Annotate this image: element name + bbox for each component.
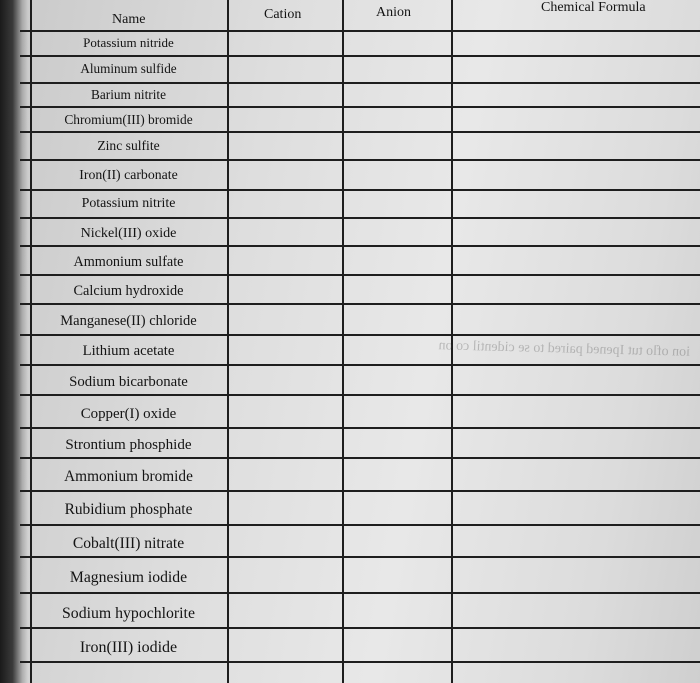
row-divider [20, 274, 700, 276]
compound-name: Calcium hydroxide [73, 283, 184, 299]
compound-name: Ammonium sulfate [73, 254, 184, 270]
row-divider [20, 30, 700, 32]
row-divider [20, 524, 700, 526]
compound-name: Magnesium iodide [69, 569, 188, 586]
row-divider [20, 394, 700, 396]
compound-name: Rubidium phosphate [64, 501, 193, 518]
compound-name: Zinc sulfite [97, 138, 160, 153]
header-chemical-formula: Chemical Formula [541, 0, 646, 15]
compound-name: Iron(II) carbonate [79, 167, 178, 182]
compound-name: Lithium acetate [82, 343, 175, 359]
compound-name: Manganese(II) chloride [60, 313, 197, 329]
row-divider [20, 627, 700, 629]
compound-name: Copper(I) oxide [80, 406, 177, 422]
compound-name: Potassium nitride [83, 35, 174, 50]
compound-name: Strontium phosphide [65, 437, 192, 453]
compound-name: Chromium(III) bromide [64, 112, 193, 127]
row-divider [20, 55, 700, 57]
compound-name: Iron(III) iodide [79, 639, 178, 656]
row-divider [20, 189, 700, 191]
header-anion: Anion [376, 5, 411, 20]
row-divider [20, 303, 700, 305]
page-edge-shadow [0, 0, 28, 683]
row-divider [20, 159, 700, 161]
row-divider [20, 217, 700, 219]
row-divider [20, 245, 700, 247]
header-cation: Cation [264, 7, 302, 22]
compound-name: Barium nitrite [91, 87, 166, 102]
compound-name: Ammonium bromide [64, 468, 193, 485]
compound-name: Sodium bicarbonate [69, 374, 188, 390]
row-divider [20, 490, 700, 492]
compound-name: Aluminum sulfide [80, 61, 177, 76]
row-divider [20, 82, 700, 84]
compound-name: Nickel(III) oxide [80, 225, 177, 241]
row-divider [20, 131, 700, 133]
row-divider [20, 457, 700, 459]
bleed-through-text: ion oflo tut Ipened paired to se cidentil co on [438, 338, 691, 360]
header-name: Name [112, 12, 146, 27]
compound-name: Potassium nitrite [81, 196, 176, 211]
compound-name: Cobalt(III) nitrate [72, 535, 185, 552]
row-divider [20, 661, 700, 663]
row-divider [20, 106, 700, 108]
row-divider [20, 556, 700, 558]
row-divider [20, 592, 700, 594]
compound-name: Sodium hypochlorite [62, 605, 195, 622]
row-divider [20, 427, 700, 429]
